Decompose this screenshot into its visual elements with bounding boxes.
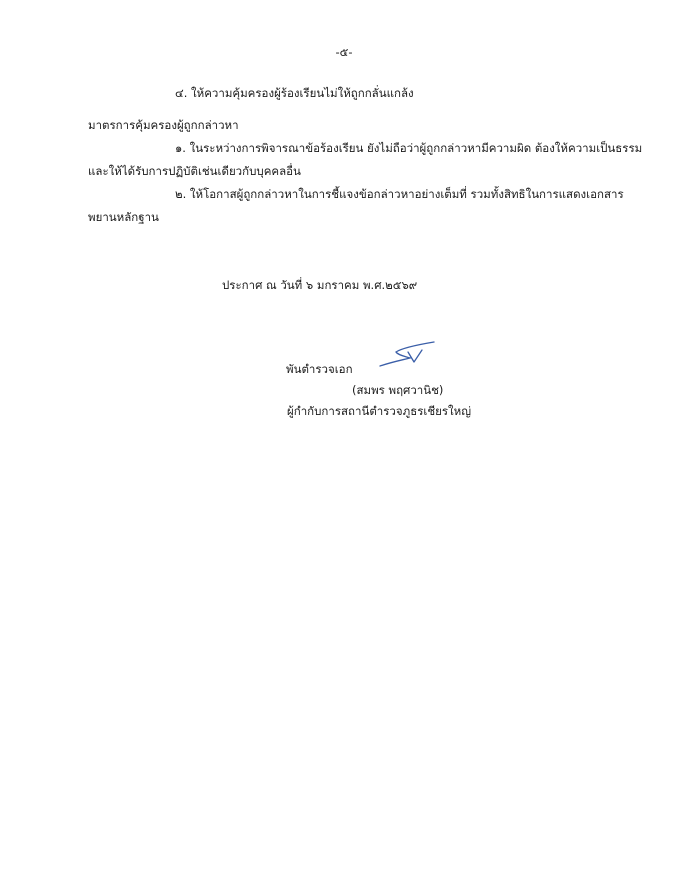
section-heading-accused-protection: มาตรการคุ้มครองผู้ถูกกล่าวหา [88, 118, 239, 132]
measure-2-line-2: พยานหลักฐาน [88, 210, 159, 224]
signatory-position: ผู้กำกับการสถานีตำรวจภูธรเชียรใหญ่ [287, 404, 472, 418]
measure-2-line-1: ๒. ให้โอกาสผู้ถูกกล่าวหาในการชี้แจงข้อกล่าวหาอย่างเต็มที่ รวมทั้งสิทธิในการแสดงเอกสาร [175, 187, 624, 201]
page-number: -๕- [335, 45, 353, 59]
handwritten-signature [376, 338, 442, 372]
announcement-date: ประกาศ ณ วันที่ ๖ มกราคม พ.ศ.๒๕๖๙ [222, 278, 418, 292]
signatory-name: (สมพร พฤศวานิช) [352, 383, 444, 397]
complainant-protection-item-4: ๔. ให้ความคุ้มครองผู้ร้องเรียนไม่ให้ถูกกลั่นแกล้ง [175, 86, 414, 100]
signatory-rank: พันตำรวจเอก [286, 362, 353, 376]
measure-1-line-2: และให้ได้รับการปฏิบัติเช่นเดียวกับบุคคลอื่น [88, 164, 301, 178]
measure-1-line-1: ๑. ในระหว่างการพิจารณาข้อร้องเรียน ยังไม่ถือว่าผู้ถูกกล่าวหามีความผิด ต้องให้ความเป็นธรรม [175, 141, 643, 155]
